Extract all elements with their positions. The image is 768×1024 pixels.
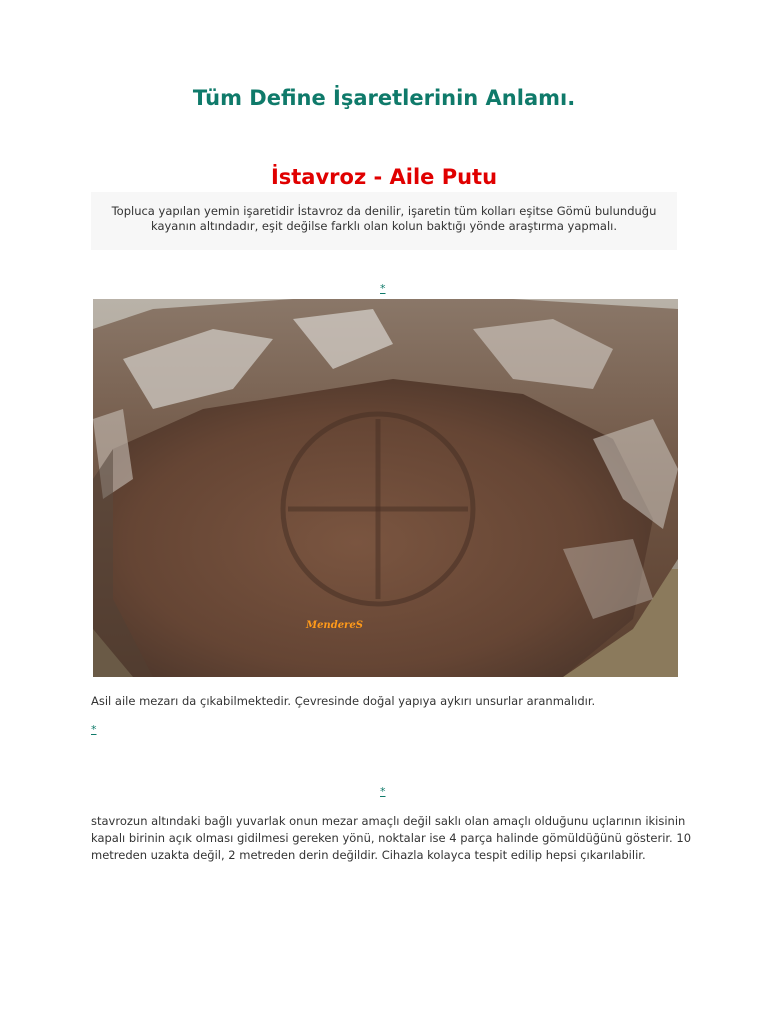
rock-carving-photo — [93, 299, 678, 677]
section-title: İstavroz - Aile Putu — [270, 165, 498, 189]
intro-text: Topluca yapılan yemin işaretidir İstavroz da denilir, işaretin tüm kolları eşitse Gömü bulunduğu kayanın altındadır, eşit değilse farklı olan kolun baktığı yönde araştırma yapmalı. — [111, 204, 657, 233]
paragraph-1: Asil aile mezarı da çıkabilmektedir. Çevresinde doğal yapıya aykırı unsurlar aranmalıdır. — [91, 694, 596, 708]
star-link-3[interactable]: * — [380, 785, 386, 798]
page-title: Tüm Define İşaretlerinin Anlamı. — [192, 86, 576, 110]
paragraph-2: stavrozun altındaki bağlı yuvarlak onun mezar amaçlı değil saklı olan amaçlı olduğunu uçlarının ikisinin kapalı birinin açık olması gidilmesi gereken yönü, noktalar ise 4 parça halinde gömüldüğünü gösterir. 10 metreden uzakta değil, 2 metreden derin değildir. Cihazla kolayca tespit edilip hepsi çıkarılabilir. — [91, 814, 692, 862]
star-link-1[interactable]: * — [380, 282, 386, 295]
photo-watermark: MendereS — [306, 620, 363, 631]
star-link-2[interactable]: * — [91, 723, 97, 736]
intro-box — [91, 192, 677, 250]
